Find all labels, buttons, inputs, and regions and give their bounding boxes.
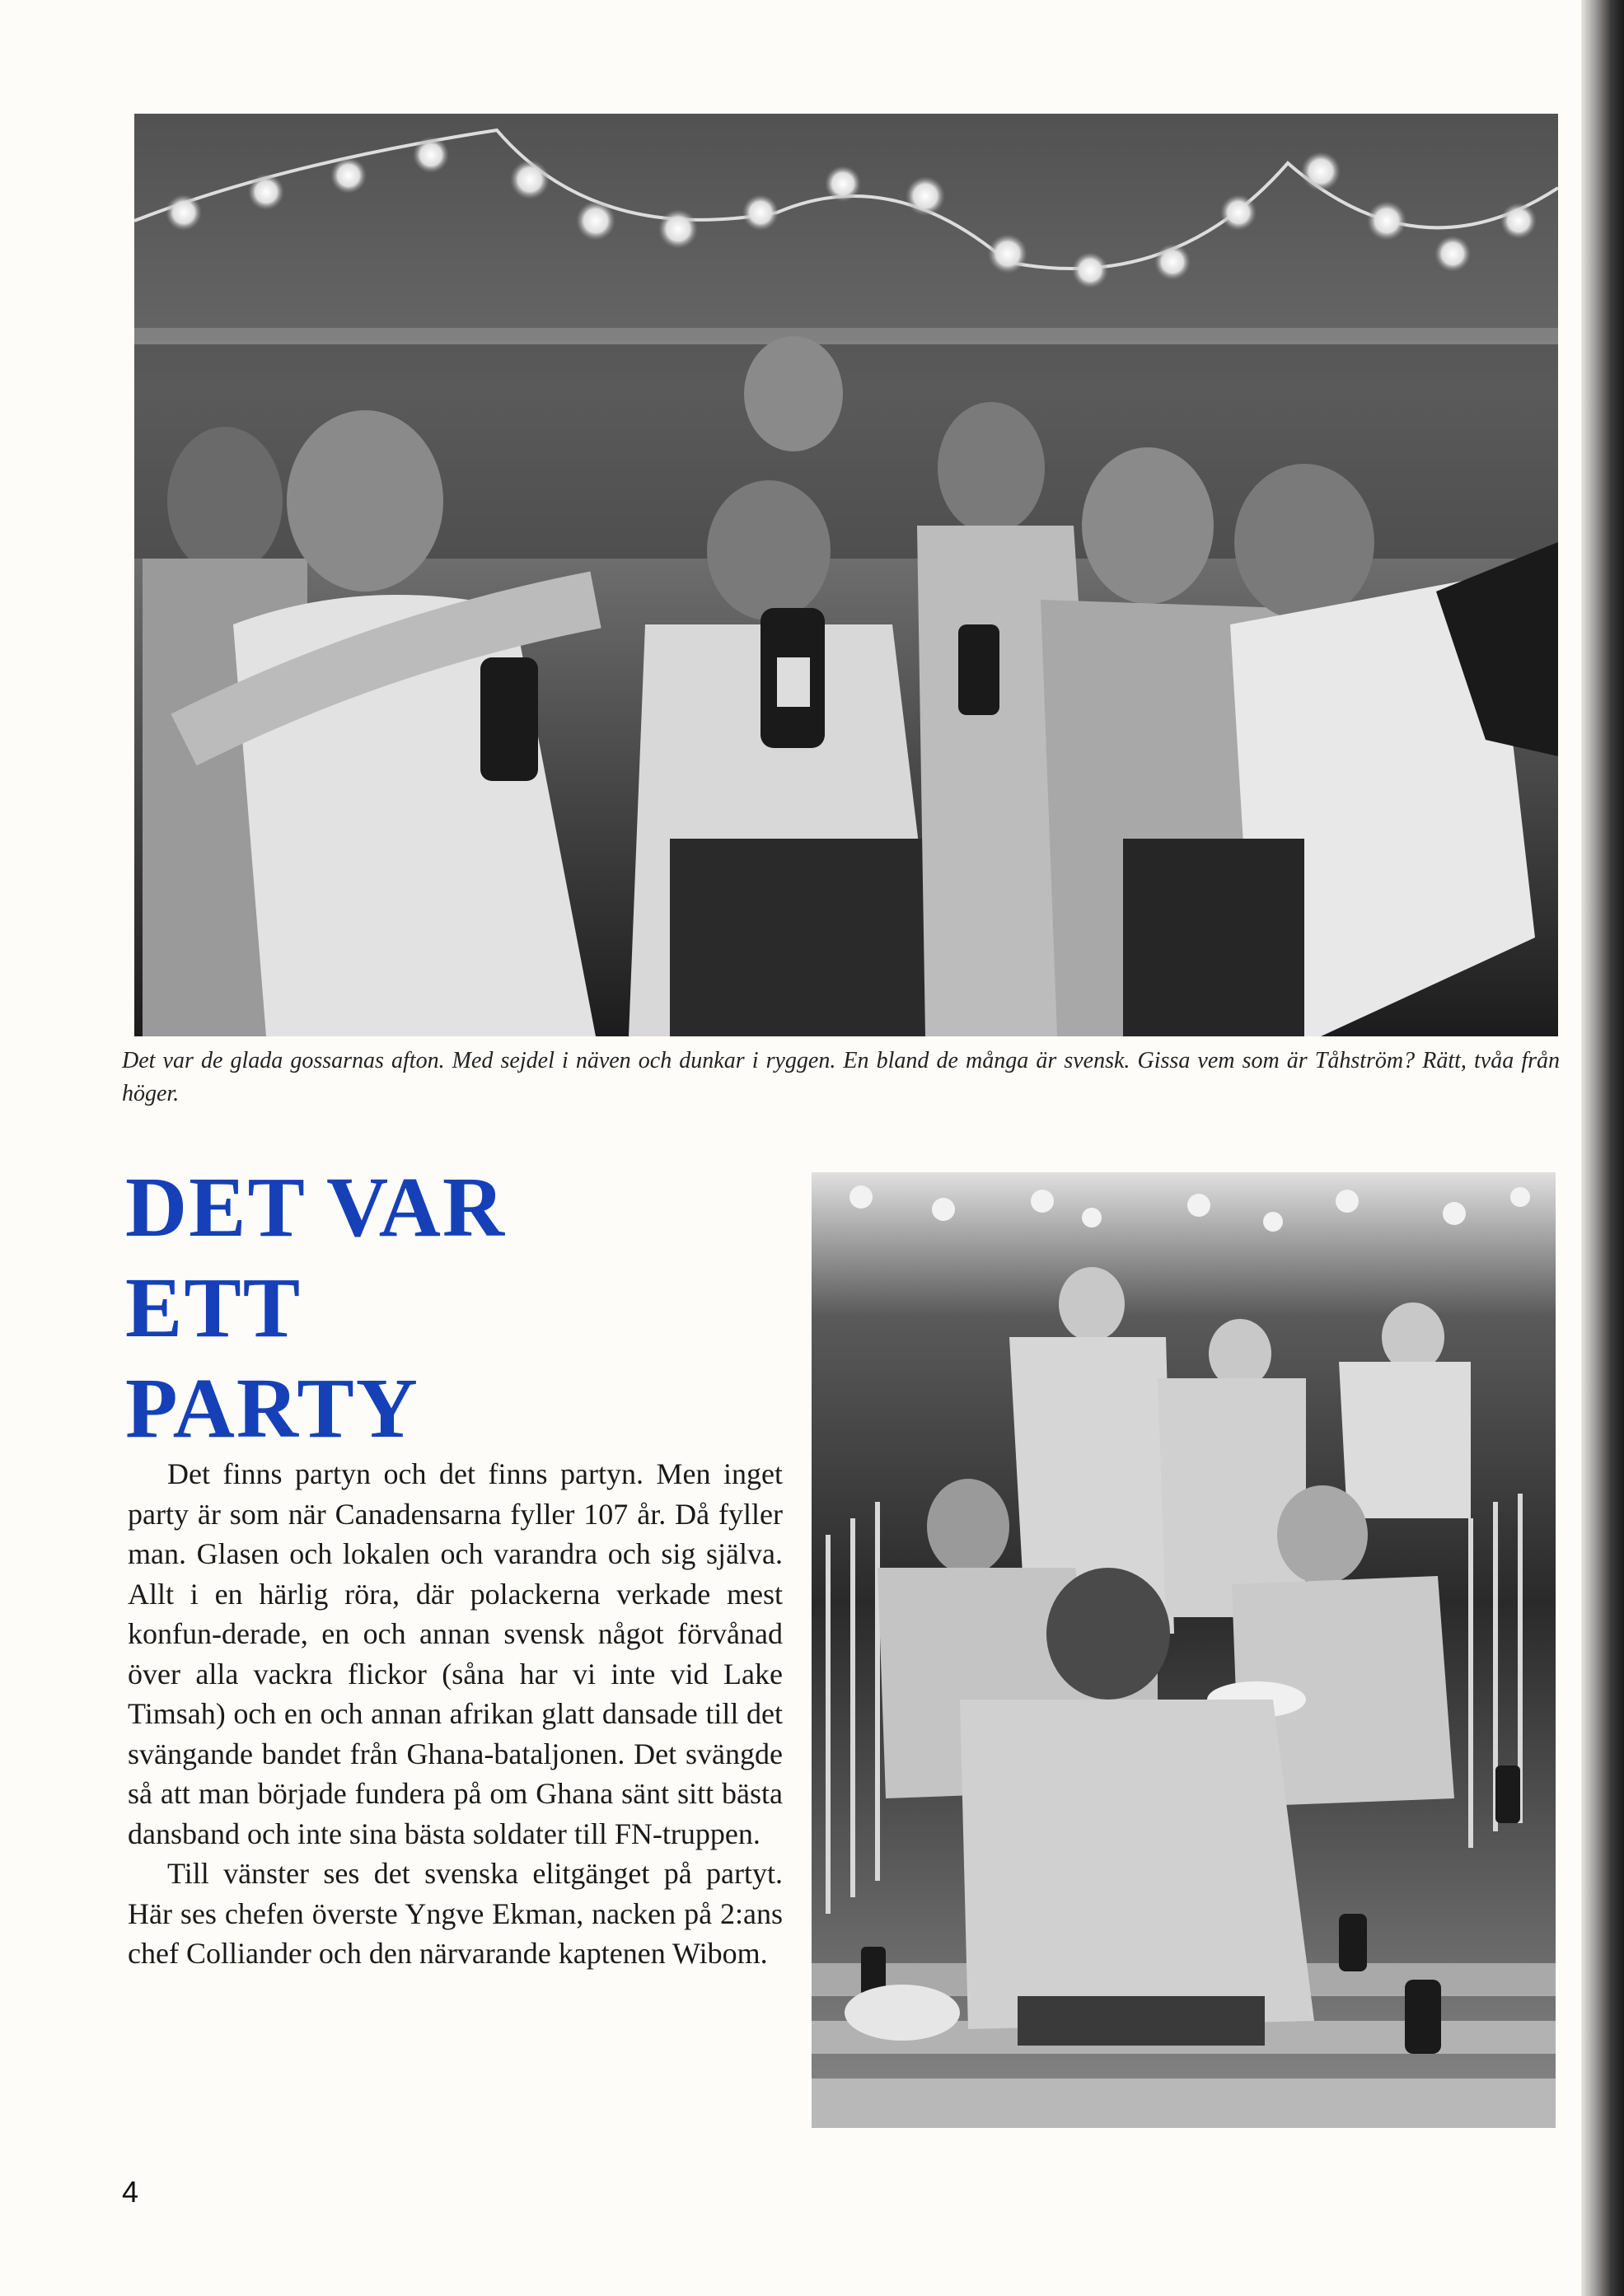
photo-caption: Det var de glada gossarnas afton. Med sejdel i näven och dunkar i ryggen. En bland de många är svensk. Gissa vem som är Tåhström? Rätt, tvåa från höger. xyxy=(122,1048,1560,1106)
page-binding-edge xyxy=(1581,0,1624,2296)
officers-photo xyxy=(812,1172,1556,2128)
headline-line-2: ETT xyxy=(125,1260,302,1355)
article-headline xyxy=(125,1157,702,1459)
officers-photo-graphic xyxy=(812,1172,1556,2128)
party-group-photo-graphic xyxy=(134,114,1558,1036)
headline-line-3: PARTY xyxy=(125,1361,419,1456)
body-paragraph-2: Till vänster ses det svenska elitgänget på partyt. Här ses chefen överste Yngve Ekman, nacken på 2:ans chef Colliander och den närvarande kaptenen Wibom. xyxy=(128,1857,783,1970)
article-body xyxy=(128,1454,783,1974)
body-paragraph-1: Det finns partyn och det finns partyn. Men inget party är som när Canadensarna fyller 107 år. Då fyller man. Glasen och lokalen och varandra och sig själva. Allt i en härlig röra, där polackerna verkade mest konfun-derade, en och annan svensk något förvånad över alla vackra flickor (såna har vi inte vid Lake Timsah) och en och annan afrikan glatt dansade till det svängande bandet från Ghana-bataljonen. Det svängde så att man började fundera på om Ghana sänt sitt bästa dansband och inte sina bästa soldater till FN-truppen. xyxy=(128,1457,783,1850)
headline-line-1: DET VAR xyxy=(125,1160,506,1255)
page-number: 4 xyxy=(122,2175,139,2209)
party-group-photo xyxy=(134,114,1558,1036)
